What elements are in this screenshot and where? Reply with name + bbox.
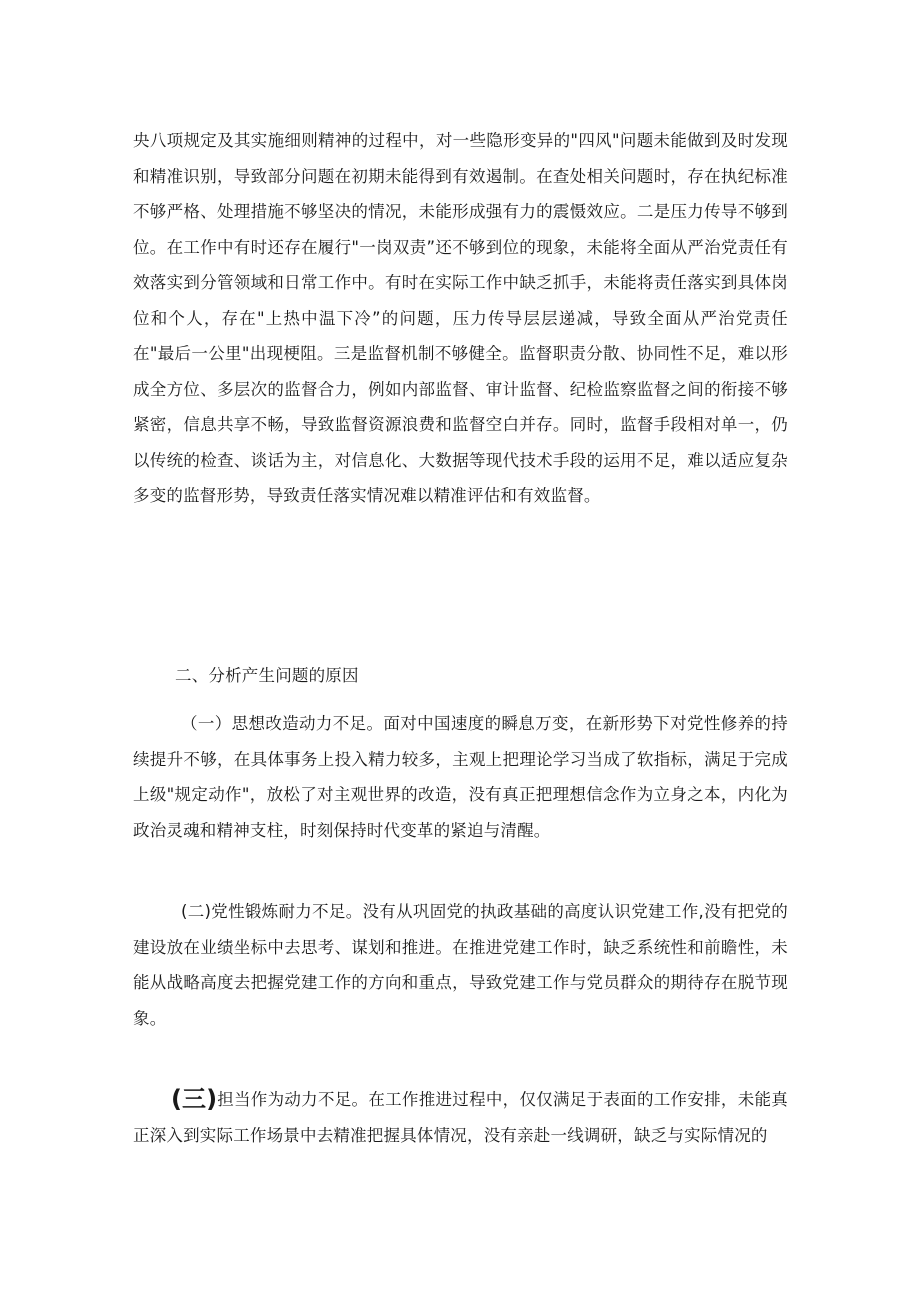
section-heading: 二、分析产生问题的原因 (175, 666, 359, 685)
continued-paragraph: 央八项规定及其实施细则精神的过程中，对一些隐形变异的"四风"问题未能做到及时发现和精准识别，导致部分问题在初期未能得到有效遏制。在查处相关问题时，存在执纪标准不够严格、处理措施不够坚决的情况，未能形成强有力的震慑效应。二是压力传导不够到位。在工作中有时还存在履行"一岗双责”还不够到位的现象，未能将全面从严治党责任有效落实到分管领域和日常工作中。有时在实际工作中缺乏抓手，未能将责任落实到具体岗位和个人，存在"上热中温下冷”的问题，压力传导层层递减，导致全面从严治党责任在"最后一公里"出现梗阻。三是监督机制不够健全。监督职责分散、协同性不足，难以形成全方位、多层次的监督合力，例如内部监督、审计监督、纪检监察监督之间的衔接不够紧密，信息共享不畅，导致监督资源浪费和监督空白并存。同时，监督手段相对单一，仍以传统的检查、谈话为主，对信息化、大数据等现代技术手段的运用不足，难以适应复杂多变的监督形势，导致责任落实情况难以精准评估和有效监督。 (133, 131, 788, 505)
reason-paragraph-1: （一）思想改造动力不足。面对中国速度的瞬息万变，在新形势下对党性修养的持续提升不够，在具体事务上投入精力较多，主观上把理论学习当成了软指标，满足于完成上级"规定动作"，放松了对主观世界的改造，没有真正把理想信念作为立身之本，内化为政治灵魂和精神支柱，时刻保持时代变革的紧迫与清醒。 (133, 714, 788, 840)
reason-paragraph-2: (二)党性锻炼耐力不足。没有从巩固党的执政基础的高度认识党建工作,没有把党的建设放在业绩坐标中去思考、谋划和推进。在推进党建工作时，缺乏系统性和前瞻性，未能从战略高度去把握党建工作的方向和重点，导致党建工作与党员群众的期待存在脱节现象。 (133, 902, 788, 1028)
reason-3-marker: (三) (171, 1085, 218, 1113)
reason-paragraph-3 (133, 1082, 788, 1153)
reason-3-text: 担当作为动力不足。在工作推进过程中，仅仅满足于表面的工作安排，未能真正深入到实际工作场景中去精准把握具体情况，没有亲赴一线调研，缺乏与实际情况的 (133, 1090, 788, 1145)
